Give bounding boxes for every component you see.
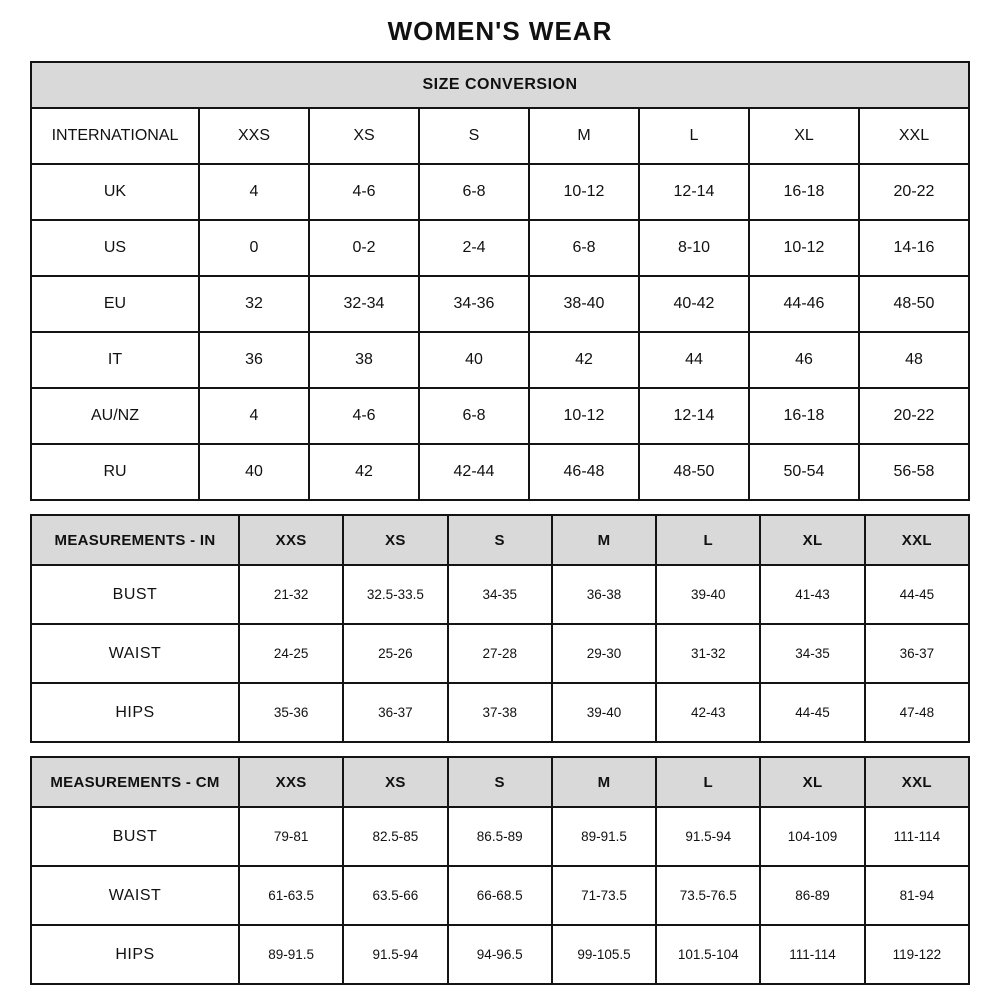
size-value-cell: 66-68.5 xyxy=(448,866,552,925)
row-label: WAIST xyxy=(31,866,239,925)
size-value-cell: 36 xyxy=(199,332,309,388)
table-row xyxy=(31,444,969,500)
row-label: UK xyxy=(31,164,199,220)
measurements-cm-body xyxy=(31,807,969,984)
measurements-cm-header-row xyxy=(31,757,969,807)
table-row xyxy=(31,276,969,332)
size-conversion-table xyxy=(30,61,970,501)
size-value-cell: 27-28 xyxy=(448,624,552,683)
size-value-cell: 20-22 xyxy=(859,388,969,444)
row-label: EU xyxy=(31,276,199,332)
size-value-cell: 99-105.5 xyxy=(552,925,656,984)
table-row xyxy=(31,164,969,220)
size-value-cell: 101.5-104 xyxy=(656,925,760,984)
size-column-header: S xyxy=(419,108,529,164)
size-column-header: L xyxy=(639,108,749,164)
table-row xyxy=(31,866,969,925)
table-row xyxy=(31,683,969,742)
size-column-header: XS xyxy=(343,515,447,565)
size-column-header: M xyxy=(529,108,639,164)
size-value-cell: 44-45 xyxy=(865,565,969,624)
size-value-cell: 36-37 xyxy=(343,683,447,742)
size-column-header: XL xyxy=(760,515,864,565)
size-value-cell: 10-12 xyxy=(749,220,859,276)
size-value-cell: 81-94 xyxy=(865,866,969,925)
size-value-cell: 12-14 xyxy=(639,388,749,444)
size-value-cell: 32 xyxy=(199,276,309,332)
size-value-cell: 24-25 xyxy=(239,624,343,683)
size-value-cell: 111-114 xyxy=(760,925,864,984)
table-row xyxy=(31,220,969,276)
size-value-cell: 6-8 xyxy=(419,164,529,220)
size-value-cell: 32-34 xyxy=(309,276,419,332)
measurements-in-header-row xyxy=(31,515,969,565)
measurements-in-table xyxy=(30,514,970,743)
size-value-cell: 39-40 xyxy=(656,565,760,624)
size-value-cell: 63.5-66 xyxy=(343,866,447,925)
size-conversion-body xyxy=(31,164,969,500)
row-label: BUST xyxy=(31,807,239,866)
size-value-cell: 4-6 xyxy=(309,164,419,220)
size-value-cell: 38-40 xyxy=(529,276,639,332)
size-value-cell: 0-2 xyxy=(309,220,419,276)
size-value-cell: 38 xyxy=(309,332,419,388)
size-value-cell: 50-54 xyxy=(749,444,859,500)
size-value-cell: 42-44 xyxy=(419,444,529,500)
size-value-cell: 46-48 xyxy=(529,444,639,500)
size-value-cell: 0 xyxy=(199,220,309,276)
size-value-cell: 36-37 xyxy=(865,624,969,683)
size-value-cell: 16-18 xyxy=(749,388,859,444)
row-label: RU xyxy=(31,444,199,500)
size-value-cell: 56-58 xyxy=(859,444,969,500)
size-column-header: XXS xyxy=(239,757,343,807)
size-value-cell: 34-36 xyxy=(419,276,529,332)
size-column-header: XXS xyxy=(239,515,343,565)
size-value-cell: 39-40 xyxy=(552,683,656,742)
size-value-cell: 42 xyxy=(309,444,419,500)
size-value-cell: 14-16 xyxy=(859,220,969,276)
size-value-cell: 10-12 xyxy=(529,164,639,220)
size-value-cell: 40 xyxy=(199,444,309,500)
table-row xyxy=(31,565,969,624)
size-value-cell: 71-73.5 xyxy=(552,866,656,925)
size-column-header: XS xyxy=(309,108,419,164)
size-column-header: XL xyxy=(760,757,864,807)
size-value-cell: 119-122 xyxy=(865,925,969,984)
size-value-cell: 10-12 xyxy=(529,388,639,444)
size-value-cell: 86-89 xyxy=(760,866,864,925)
size-value-cell: 8-10 xyxy=(639,220,749,276)
size-value-cell: 40 xyxy=(419,332,529,388)
size-column-header: L xyxy=(656,757,760,807)
row-label: BUST xyxy=(31,565,239,624)
size-column-header: XS xyxy=(343,757,447,807)
size-value-cell: 40-42 xyxy=(639,276,749,332)
size-value-cell: 36-38 xyxy=(552,565,656,624)
size-value-cell: 46 xyxy=(749,332,859,388)
size-value-cell: 104-109 xyxy=(760,807,864,866)
size-column-header: M xyxy=(552,515,656,565)
size-value-cell: 4 xyxy=(199,164,309,220)
measurements-in-body xyxy=(31,565,969,742)
row-label: HIPS xyxy=(31,683,239,742)
size-value-cell: 35-36 xyxy=(239,683,343,742)
row-label-header: MEASUREMENTS - CM xyxy=(31,757,239,807)
size-value-cell: 82.5-85 xyxy=(343,807,447,866)
row-label: WAIST xyxy=(31,624,239,683)
row-label: HIPS xyxy=(31,925,239,984)
table-row xyxy=(31,388,969,444)
size-value-cell: 4-6 xyxy=(309,388,419,444)
size-value-cell: 42-43 xyxy=(656,683,760,742)
size-value-cell: 29-30 xyxy=(552,624,656,683)
size-column-header: S xyxy=(448,757,552,807)
size-value-cell: 42 xyxy=(529,332,639,388)
size-value-cell: 4 xyxy=(199,388,309,444)
size-value-cell: 12-14 xyxy=(639,164,749,220)
size-value-cell: 6-8 xyxy=(529,220,639,276)
size-value-cell: 48-50 xyxy=(859,276,969,332)
size-value-cell: 6-8 xyxy=(419,388,529,444)
size-value-cell: 94-96.5 xyxy=(448,925,552,984)
size-value-cell: 91.5-94 xyxy=(343,925,447,984)
size-value-cell: 20-22 xyxy=(859,164,969,220)
size-value-cell: 48 xyxy=(859,332,969,388)
size-value-cell: 44-45 xyxy=(760,683,864,742)
size-value-cell: 44-46 xyxy=(749,276,859,332)
row-label-header: INTERNATIONAL xyxy=(31,108,199,164)
size-conversion-title: SIZE CONVERSION xyxy=(31,62,969,108)
table-row xyxy=(31,624,969,683)
size-value-cell: 21-32 xyxy=(239,565,343,624)
size-value-cell: 89-91.5 xyxy=(239,925,343,984)
size-value-cell: 111-114 xyxy=(865,807,969,866)
size-value-cell: 41-43 xyxy=(760,565,864,624)
size-value-cell: 16-18 xyxy=(749,164,859,220)
size-value-cell: 89-91.5 xyxy=(552,807,656,866)
size-column-header: M xyxy=(552,757,656,807)
size-value-cell: 2-4 xyxy=(419,220,529,276)
measurements-cm-table xyxy=(30,756,970,985)
size-value-cell: 91.5-94 xyxy=(656,807,760,866)
size-column-header: XXL xyxy=(865,515,969,565)
page-title: WOMEN'S WEAR xyxy=(387,16,613,46)
size-value-cell: 44 xyxy=(639,332,749,388)
size-value-cell: 61-63.5 xyxy=(239,866,343,925)
size-column-header: L xyxy=(656,515,760,565)
size-value-cell: 47-48 xyxy=(865,683,969,742)
size-value-cell: 86.5-89 xyxy=(448,807,552,866)
size-value-cell: 31-32 xyxy=(656,624,760,683)
row-label-header: MEASUREMENTS - IN xyxy=(31,515,239,565)
table-row xyxy=(31,925,969,984)
row-label: IT xyxy=(31,332,199,388)
size-value-cell: 48-50 xyxy=(639,444,749,500)
size-column-header: XXL xyxy=(865,757,969,807)
size-value-cell: 37-38 xyxy=(448,683,552,742)
row-label: AU/NZ xyxy=(31,388,199,444)
size-conversion-banner-row xyxy=(31,62,969,108)
size-value-cell: 73.5-76.5 xyxy=(656,866,760,925)
size-column-header: XL xyxy=(749,108,859,164)
size-conversion-header-row xyxy=(31,108,969,164)
row-label: US xyxy=(31,220,199,276)
table-row xyxy=(31,332,969,388)
table-row xyxy=(31,807,969,866)
size-column-header: XXL xyxy=(859,108,969,164)
size-value-cell: 25-26 xyxy=(343,624,447,683)
size-value-cell: 32.5-33.5 xyxy=(343,565,447,624)
size-column-header: S xyxy=(448,515,552,565)
size-value-cell: 34-35 xyxy=(760,624,864,683)
size-column-header: XXS xyxy=(199,108,309,164)
size-value-cell: 34-35 xyxy=(448,565,552,624)
size-value-cell: 79-81 xyxy=(239,807,343,866)
